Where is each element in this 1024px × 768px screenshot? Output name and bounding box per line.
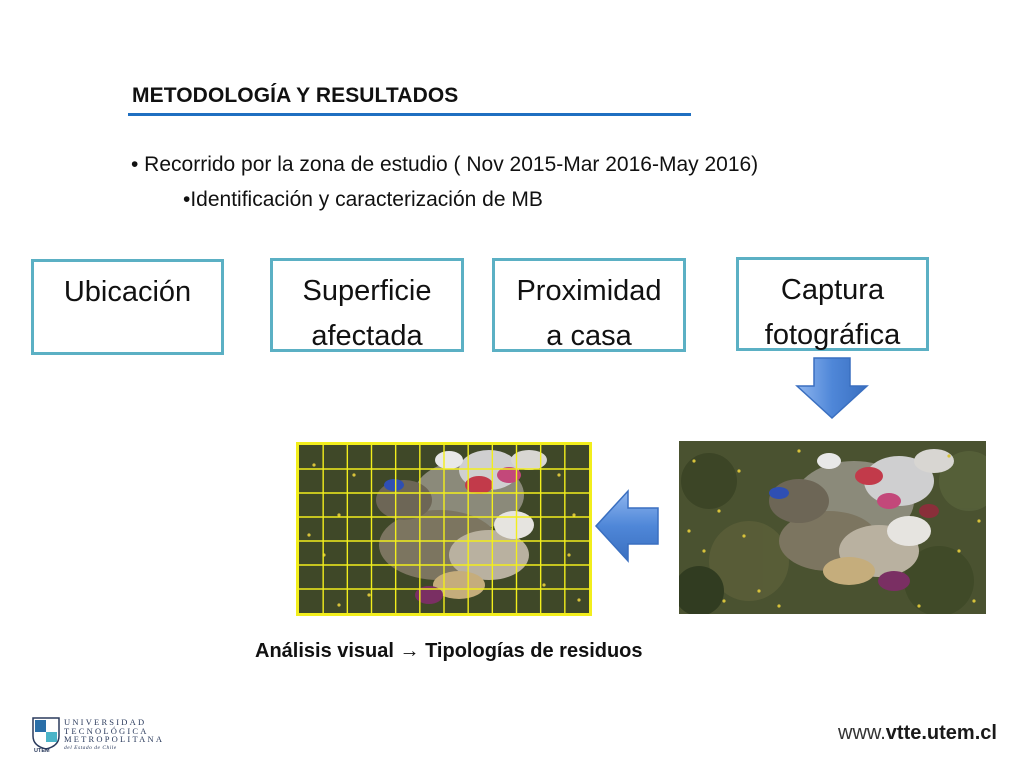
box-location-line1: Ubicación (63, 276, 192, 308)
arrow-down-icon (795, 356, 869, 420)
bullet-survey: • Recorrido por la zona de estudio ( Nov 2015-Mar 2016-May 2016) (131, 153, 759, 176)
box-capture-line2: fotográfica (764, 319, 901, 351)
box-location (31, 259, 224, 355)
logo-badge: UTEM (34, 748, 50, 754)
aerial-photo (679, 441, 986, 614)
logo-line-small: del Estado de Chile (64, 744, 117, 751)
utem-shield-icon (31, 716, 61, 750)
box-surface-line1: Superficie (302, 275, 432, 307)
box-surface-line2: afectada (311, 320, 423, 352)
box-capture-line1: Captura (780, 274, 885, 306)
logo-line-2: TECNOLÓGICA (64, 725, 149, 736)
university-logo-text (64, 718, 164, 752)
box-affected-surface (270, 258, 464, 352)
website-url[interactable] (838, 722, 997, 745)
heading-underline (128, 113, 691, 116)
box-proximity (492, 258, 686, 352)
box-photo-capture (736, 257, 929, 351)
bullet-identification: •Identificación y caracterización de MB (183, 188, 543, 211)
section-heading: METODOLOGÍA Y RESULTADOS (132, 84, 459, 107)
url-domain: vtte.utem.cl (885, 722, 997, 744)
analysis-caption: Análisis visual → Tipologías de residuos (255, 640, 643, 662)
waste-photo-image (679, 441, 986, 614)
box-proximity-line2: a casa (546, 320, 632, 352)
arrow-left-icon (594, 489, 660, 563)
url-prefix: www. (838, 722, 886, 744)
grid-analysis-photo (296, 442, 592, 616)
grid-photo-image (299, 445, 589, 613)
box-proximity-line1: Proximidad (516, 275, 662, 307)
logo-line-3: METROPOLITANA (64, 734, 165, 744)
logo-line-1: UNIVERSIDAD (64, 717, 147, 727)
